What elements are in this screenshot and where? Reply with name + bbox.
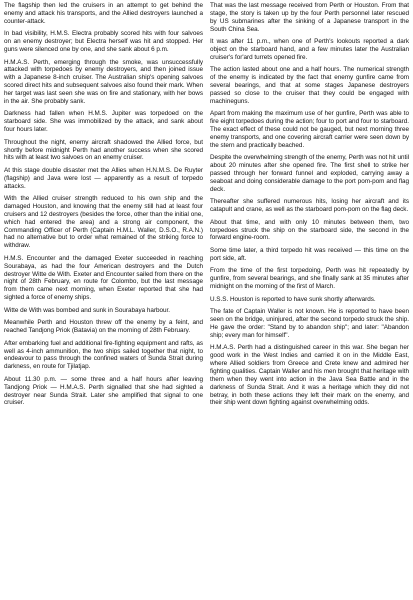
paragraph: The flagship then led the cruisers in an attempt to get behind the enemy and attack his transports, and the Allied destroyers launched a counter-attack. (4, 2, 203, 25)
paragraph: The fate of Captain Waller is not known. He is reported to have been seen on the bridge, uninjured, after the second torpedo struck the ship. He gave the order: "Stand by to abandon ship"; and later: "Abandon ship; every man for himself". (210, 308, 409, 339)
paragraph: Meanwhile Perth and Houston threw off the enemy by a feint, and reached Tandjong Priok (Batavia) on the morning of 28th February. (4, 319, 203, 335)
paragraph: In bad visibility, H.M.S. Electra probably scored hits with four salvoes on an enemy destroyer; but Electra herself was hit and stopped. Her guns were silenced one by one, and she sank about 6 p.m. (4, 30, 203, 53)
right-column (210, 2, 409, 600)
paragraph: That was the last message received from Perth or Houston. From that stage, the story is taken up by the four Perth personnel later rescued by US submarines after the sinking of a Japanese transport in the South China Sea. (210, 2, 409, 33)
paragraph: At this stage double disaster met the Allies when H.N.M.S. De Ruyter (flagship) and Java were lost — apparently as a result of torpedo attacks. (4, 166, 203, 190)
paragraph: About 11.30 p.m. — some three and a half hours after leaving Tandjong Priok — H.M.A.S. Perth signalled that she had sighted a destroyer near Sunda Strait. Later she amplified that signal to one cruiser. (4, 375, 203, 407)
paragraph: It was after 11 p.m., when one of Perth's lookouts reported a dark object on the starboard hand, and a few minutes later the Australian cruiser's for'ard turrets opened fire. (210, 38, 409, 61)
paragraph: Witte de With was bombed and sunk in Sourabaya harbour. (4, 306, 171, 314)
paragraph: H.M.S. Encounter and the damaged Exeter succeeded in reaching Sourabaya, as had the four American destroyers and the Dutch destroyer Witte de With. Exeter and Encounter sailed from there on the night of 28th February, en route for Colombo, but the last message from them came next morning, when Exeter reported that she had sighted a force of enemy ships. (4, 254, 203, 302)
paragraph: Some time later, a third torpedo hit was received — this time on the port side, aft. (210, 247, 409, 262)
paragraph: H.M.A.S. Perth, emerging through the smoke, was unsuccessfully attacked with torpedoes by enemy destroyers, and then joined issue with a Japanese 8-inch cruiser. The Australian ship's opening salvoes scored direct hits and subsequent salvoes also found their mark. When her target was last seen she was on fire and stationary, with her bows in the air. She probably sank. (4, 58, 203, 105)
paragraph: U.S.S. Houston is reported to have sunk shortly afterwards. (210, 295, 376, 303)
paragraph: The action lasted about one and a half hours. The numerical strength of the enemy is indicated by the fact that enemy gunfire came from several bearings, and that at some stages Japanese destroyers passed so close to the cruiser that they could be engaged with machineguns. (210, 66, 409, 105)
paragraph: From the time of the first torpedoing, Perth was hit repeatedly by gunfire, from several bearings, and she finally sank at 35 minutes after midnight on the morning of the first of March. (210, 267, 409, 291)
left-column (4, 2, 203, 600)
paragraph: Darkness had fallen when H.M.S. Jupiter was torpedoed on the starboard side. She was immobilized by the attack, and sank about four hours later. (4, 110, 203, 134)
paragraph: Throughout the night, enemy aircraft shadowed the Allied force, but shortly before midnight Perth had another success when she scored hits with at least two salvoes on an enemy cruiser. (4, 138, 203, 162)
paragraph: With the Allied cruiser strength reduced to his own ship and the damaged Houston, and knowing that the enemy still had at least four cruisers and 12 destroyers (besides the force, other than the initial one, which had entered the area) and a strong air component, the Commanding Officer of Perth (Captain H.M.L. Waller, D.S.O., R.A.N.) had no alternative but to order what remained of the striking force to withdraw. (4, 195, 203, 250)
paragraph: Despite the overwhelming strength of the enemy, Perth was not hit until about 20 minutes after she opened fire. The first shell to strike her passed through her forward funnel and exploded, carrying away a seaboat and doing considerable damage to the port pom-pom and flag deck. (210, 154, 409, 193)
paragraph: Apart from making the maximum use of her gunfire, Perth was able to fire eight torpedoes during the action; four to port and four to starboard. The exact effect of these could not be gauged, but next morning three enemy transports, and one covering aircraft carrier were seen down by the stern and practically beached. (210, 110, 409, 149)
paragraph: About that time, and with only 10 minutes between them, two torpedoes struck the ship on the starboard side, the second in the forward engine-room. (210, 218, 409, 242)
paragraph: H.M.A.S. Perth had a distinguished career in this war. She began her good work in the West Indies and carried it on in the Middle East, where Allied soldiers from Greece and Crete knew and admired her fighting qualities. Captain Waller and his men brought that heritage with them when they went into action in the Java Sea Battle and in the darkness of Sunda Strait. And it was a heritage which they did not betray, in both these actions they left their mark on the enemy, and their ship went down fighting against overwhelming odds. (210, 344, 409, 407)
paragraph: Thereafter she suffered numerous hits, losing her aircraft and its catapult and crane, as well as the starboard pom-pom on the flag deck. (210, 198, 409, 214)
paragraph: After embarking fuel and additional fire-fighting equipment and rafts, as well as 4-inch ammunition, the two ships sailed together that night, to endeavour to pass through the confined waters of Sunda Strait during darkness, en route for Tjilatjap. (4, 339, 203, 371)
